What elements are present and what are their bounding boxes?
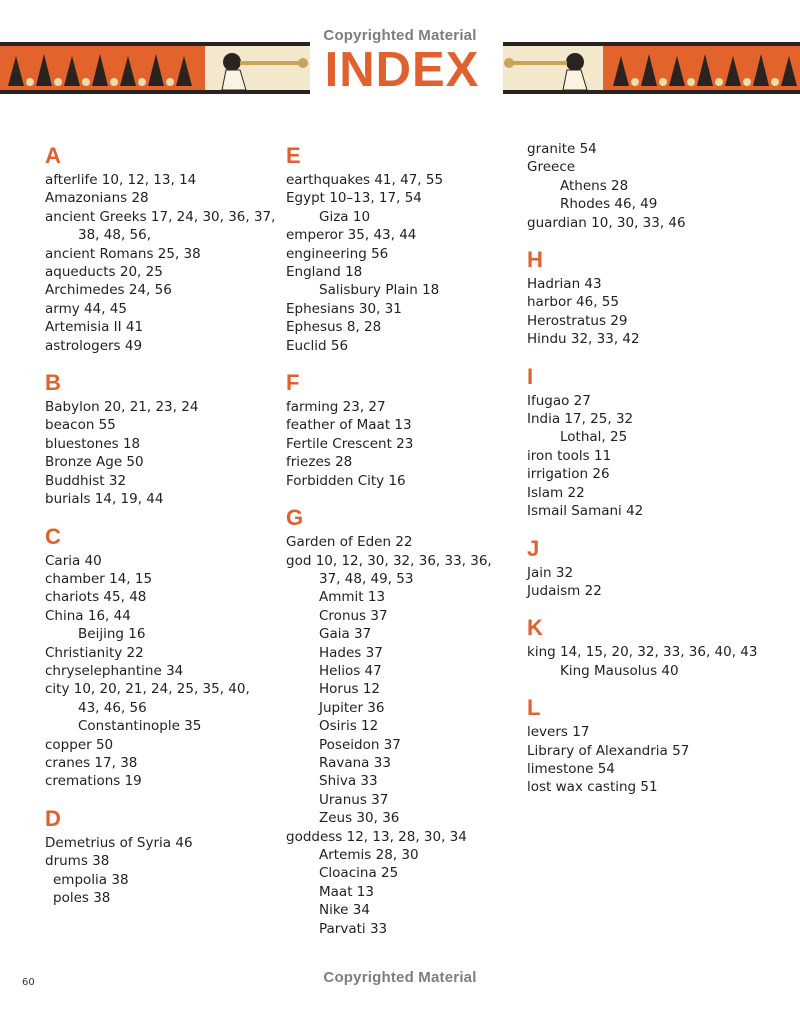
index-entry: lost wax casting 51: [527, 779, 658, 796]
index-entry: Egypt 10–13, 17, 54: [286, 190, 422, 207]
section-letter: D: [45, 805, 61, 831]
index-entry: bluestones 18: [45, 435, 141, 452]
index-subentry: King Mausolus 40: [560, 662, 679, 679]
index-entry: Ifugao 27: [527, 392, 591, 409]
index-subentry: Constantinople 35: [78, 718, 202, 735]
index-section-g: [286, 502, 511, 938]
index-entry: Forbidden City 16: [286, 472, 406, 489]
index-subentry: Cloacina 25: [319, 865, 399, 882]
index-subentry: Jupiter 36: [319, 699, 385, 716]
decorative-banner-right: [503, 42, 800, 94]
index-section-i: [527, 361, 792, 521]
index-subentry: Shiva 33: [319, 773, 378, 790]
index-subentry: Parvati 33: [319, 920, 388, 937]
index-subentry: Lothal, 25: [560, 429, 628, 446]
index-entry: Euclid 56: [286, 337, 349, 354]
section-letter: H: [527, 247, 543, 273]
index-subentry: Gaia 37: [319, 626, 372, 643]
index-entry: beacon 55: [45, 417, 116, 434]
index-entry: burials 14, 19, 44: [45, 491, 164, 508]
index-entry: ancient Greeks 17, 24, 30, 36, 37,: [45, 208, 276, 225]
section-letter: J: [527, 535, 540, 561]
index-subentry: Uranus 37: [319, 791, 389, 808]
index-entry-continued: 43, 46, 56: [78, 699, 147, 716]
index-subentry: Poseidon 37: [319, 736, 401, 753]
index-entry: Artemisia II 41: [45, 319, 144, 336]
index-section-e: [286, 140, 511, 355]
index-entry: China 16, 44: [45, 607, 131, 624]
index-entry: feather of Maat 13: [286, 417, 412, 434]
index-entry: Babylon 20, 21, 23, 24: [45, 399, 199, 416]
index-subentry: Maat 13: [319, 883, 374, 900]
index-entry: limestone 54: [527, 760, 615, 777]
index-entry-continued: 37, 48, 49, 53: [319, 570, 414, 587]
index-section-g-continued: [527, 140, 792, 232]
index-entry: Judaism 22: [527, 582, 602, 599]
index-entry: Christianity 22: [45, 644, 144, 661]
index-subentry: Athens 28: [560, 177, 629, 194]
decorative-banner-left: [0, 42, 310, 94]
index-subentry: Ravana 33: [319, 754, 391, 771]
index-entry: ancient Romans 25, 38: [45, 245, 201, 262]
index-subentry: Zeus 30, 36: [319, 810, 400, 827]
index-entry: Ephesus 8, 28: [286, 319, 382, 336]
index-subentry: Artemis 28, 30: [319, 847, 419, 863]
index-entry: chryselephantine 34: [45, 662, 184, 679]
index-entry: Fertile Crescent 23: [286, 435, 414, 452]
index-entry: astrologers 49: [45, 337, 143, 354]
section-letter: F: [286, 370, 300, 396]
index-entry: drums 38: [45, 853, 110, 870]
index-subentry: Cronus 37: [319, 607, 388, 624]
index-entry: Hadrian 43: [527, 276, 602, 293]
index-entry: Demetrius of Syria 46: [45, 834, 193, 851]
index-subentry: Nike 34: [319, 902, 370, 919]
copyright-watermark-bottom: Copyrighted Material: [323, 969, 477, 986]
index-entry: cremations 19: [45, 773, 142, 790]
index-entry: friezes 28: [286, 454, 353, 471]
section-letter: B: [45, 370, 61, 396]
index-entry: Bronze Age 50: [45, 454, 144, 471]
index-subentry: Beijing 16: [78, 626, 146, 643]
index-entry: farming 23, 27: [286, 399, 386, 416]
index-subentry: Rhodes 46, 49: [560, 196, 658, 213]
index-entry: city 10, 20, 21, 24, 25, 35, 40,: [45, 681, 250, 698]
index-entry: Archimedes 24, 56: [45, 282, 172, 299]
index-entry: goddess 12, 13, 28, 30, 34: [286, 828, 467, 845]
section-letter: L: [527, 695, 541, 721]
index-entry: Hindu 32, 33, 42: [527, 331, 640, 348]
index-section-k: [527, 612, 792, 680]
index-column-1: [45, 140, 280, 907]
index-entry: Caria 40: [45, 552, 102, 569]
index-section-j: [527, 533, 792, 601]
page-title: INDEX: [324, 43, 480, 97]
index-entry: granite 54: [527, 141, 597, 157]
index-subentry: Helios 47: [319, 662, 382, 679]
index-subentry: empolia 38: [53, 871, 129, 888]
index-section-f: [286, 367, 511, 490]
index-subentry: Salisbury Plain 18: [319, 282, 440, 299]
index-entry: aqueducts 20, 25: [45, 264, 163, 281]
index-section-b: [45, 367, 280, 508]
index-entry: Amazonians 28: [45, 190, 149, 207]
index-entry: copper 50: [45, 736, 114, 753]
index-entry: iron tools 11: [527, 447, 612, 464]
index-entry: engineering 56: [286, 245, 389, 262]
index-entry: Islam 22: [527, 484, 585, 501]
index-entry: Library of Alexandria 57: [527, 742, 690, 759]
index-entry: Ismail Samani 42: [527, 503, 644, 520]
index-entry: god 10, 12, 30, 32, 36, 33, 36,: [286, 552, 492, 569]
index-section-c: [45, 521, 280, 791]
index-entry: India 17, 25, 32: [527, 411, 634, 428]
index-subentry: poles 38: [53, 890, 111, 906]
index-entry: afterlife 10, 12, 13, 14: [45, 172, 197, 188]
index-section-d: [45, 803, 280, 908]
section-letter: E: [286, 143, 301, 168]
section-letter: I: [527, 363, 534, 389]
index-entry: earthquakes 41, 47, 55: [286, 172, 444, 188]
index-subentry: Osiris 12: [319, 718, 379, 735]
index-section-a: [45, 140, 280, 355]
index-entry: harbor 46, 55: [527, 294, 619, 311]
index-section-l: [527, 692, 792, 797]
index-entry: cranes 17, 38: [45, 754, 138, 771]
section-letter: G: [286, 505, 304, 531]
index-entry: king 14, 15, 20, 32, 33, 36, 40, 43: [527, 644, 758, 661]
index-subentry: Giza 10: [319, 208, 371, 225]
page-number: 60: [22, 977, 35, 988]
section-letter: A: [45, 143, 61, 168]
index-subentry: Horus 12: [319, 681, 381, 698]
copyright-watermark-top: Copyrighted Material: [323, 27, 477, 44]
index-entry: chamber 14, 15: [45, 570, 153, 587]
index-entry: emperor 35, 43, 44: [286, 227, 417, 244]
index-entry: Jain 32: [527, 564, 574, 581]
index-column-2: [286, 140, 511, 938]
index-entry: Ephesians 30, 31: [286, 300, 402, 317]
section-letter: K: [527, 615, 543, 641]
index-entry: irrigation 26: [527, 466, 610, 483]
index-column-3: [527, 140, 792, 797]
section-letter: C: [45, 523, 61, 549]
index-subentry: Hades 37: [319, 644, 383, 661]
index-subentry: Ammit 13: [319, 589, 386, 606]
index-entry: levers 17: [527, 724, 590, 741]
index-entry: guardian 10, 30, 33, 46: [527, 214, 686, 231]
index-entry-continued: 38, 48, 56,: [78, 227, 151, 244]
index-entry: Garden of Eden 22: [286, 534, 413, 551]
index-entry: Greece: [527, 159, 576, 176]
index-entry: Herostratus 29: [527, 312, 628, 329]
index-section-h: [527, 244, 792, 349]
index-entry: army 44, 45: [45, 300, 127, 317]
index-entry: England 18: [286, 264, 363, 281]
index-entry: chariots 45, 48: [45, 589, 147, 606]
index-entry: Buddhist 32: [45, 472, 127, 489]
